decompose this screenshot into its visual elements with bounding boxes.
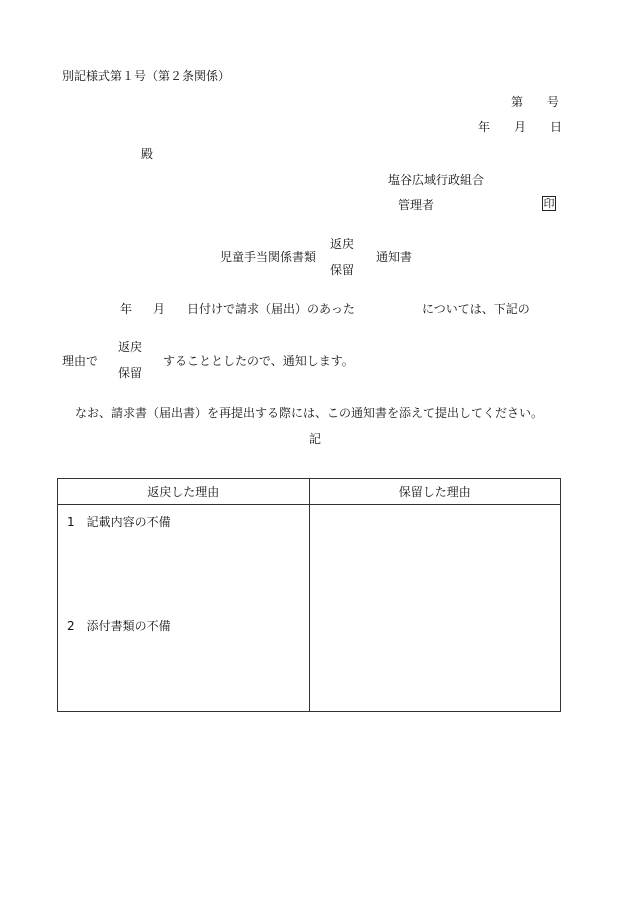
- issue-date: 年 月 日: [478, 120, 563, 134]
- document-number: 第 号: [511, 95, 560, 109]
- reasons-table: [57, 478, 561, 712]
- ki-heading: 記: [309, 432, 322, 446]
- request-month: 月: [153, 302, 166, 316]
- body-option-hold: 保留: [118, 366, 143, 380]
- notice-title-suffix: 通知書: [376, 250, 413, 264]
- request-year: 年: [120, 302, 133, 316]
- body-option-return: 返戻: [118, 340, 143, 354]
- addressee-suffix: 殿: [141, 147, 154, 161]
- request-text: 日付けで請求（届出）のあった: [187, 302, 355, 316]
- resubmission-note: なお、請求書（届出書）を再提出する際には、この通知書を添えて提出してください。: [75, 406, 544, 420]
- reason-item: 2 添付書類の不備: [67, 619, 171, 633]
- title-option-hold: 保留: [330, 263, 355, 277]
- seal-mark: 印: [543, 197, 555, 210]
- returned-reason-header: 返戻した理由: [58, 479, 310, 505]
- request-text-end: については、下記の: [422, 302, 530, 316]
- returned-reasons-cell: [58, 505, 310, 712]
- held-reason-header: 保留した理由: [309, 479, 561, 505]
- form-number: 別記様式第１号（第２条関係）: [62, 69, 231, 83]
- notification-text: することとしたので、通知します。: [163, 354, 354, 368]
- held-reasons-cell: [309, 505, 561, 712]
- manager-label: 管理者: [398, 198, 435, 212]
- reason-item: 1 記載内容の不備: [67, 515, 171, 529]
- reason-label: 理由で: [62, 354, 99, 368]
- organization-name: 塩谷広域行政組合: [388, 173, 485, 187]
- title-option-return: 返戻: [330, 237, 355, 251]
- notice-title-prefix: 児童手当関係書類: [220, 250, 317, 264]
